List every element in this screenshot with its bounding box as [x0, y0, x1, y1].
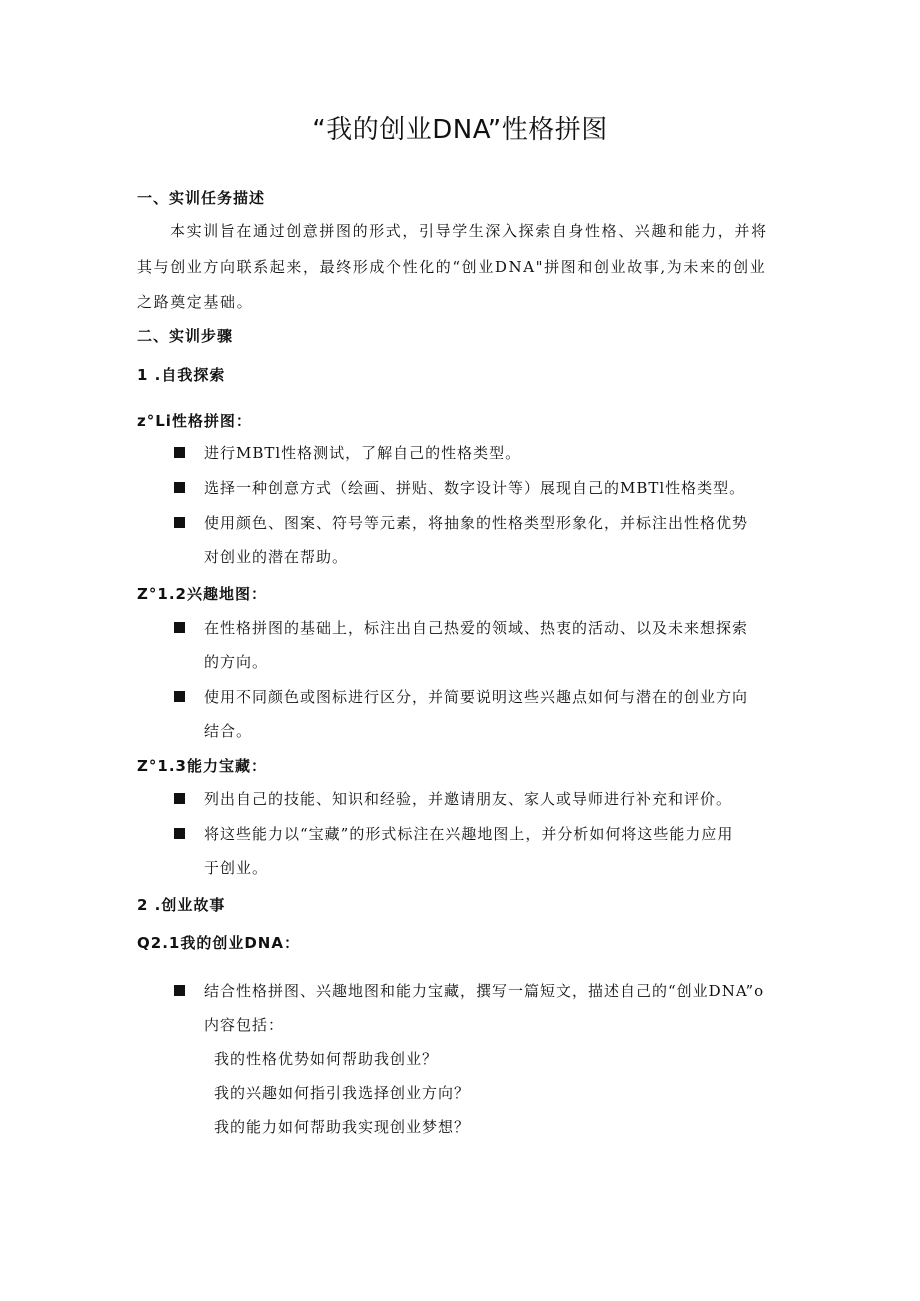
step-heading-self-exploration: 1 .自我探索: [137, 366, 226, 384]
subheading-personality-puzzle: z°Li性格拼图：: [137, 412, 252, 430]
list-item: 使用不同颜色或图标进行区分，并简要说明这些兴趣点如何与潜在的创业方向: [204, 688, 749, 706]
bullet-square-icon: [174, 985, 185, 996]
subheading-interest-map: Z°1.2兴趣地图：: [137, 585, 267, 603]
list-item: 结合性格拼图、兴趣地图和能力宝藏，撰写一篇短文，描述自己的“创业DNA”o: [204, 982, 765, 1000]
list-item: 选择一种创意方式（绘画、拼贴、数字设计等）展现自己的MBTl性格类型。: [204, 479, 746, 497]
list-item: 将这些能力以“宝藏”的形式标注在兴趣地图上，并分析如何将这些能力应用: [204, 825, 734, 843]
list-item-continuation: 内容包括：: [204, 1016, 285, 1034]
paragraph-line: 之路奠定基础。: [137, 293, 254, 311]
bullet-square-icon: [174, 622, 185, 633]
question-line: 我的性格优势如何帮助我创业？: [214, 1050, 439, 1068]
list-item: 进行MBTl性格测试，了解自己的性格类型。: [204, 444, 522, 462]
paragraph-line: 本实训旨在通过创意拼图的形式，引导学生深入探索自身性格、兴趣和能力，并将: [170, 222, 768, 240]
section-heading-task-description: 一、实训任务描述: [137, 189, 266, 207]
bullet-square-icon: [174, 793, 185, 804]
list-item-continuation: 的方向。: [204, 653, 269, 671]
list-item-continuation: 于创业。: [204, 859, 269, 877]
section-heading-training-steps: 二、实训步骤: [137, 327, 234, 345]
question-line: 我的能力如何帮助我实现创业梦想？: [214, 1118, 471, 1136]
page-title: “我的创业DNA”性格拼图: [312, 115, 608, 145]
subheading-my-startup-dna: Q2.1我的创业DNA：: [137, 934, 300, 952]
list-item-continuation: 结合。: [204, 722, 253, 740]
paragraph-line: 其与创业方向联系起来，最终形成个性化的“创业DNA"拼图和创业故事,为未来的创业: [137, 258, 767, 276]
list-item-continuation: 对创业的潜在帮助。: [204, 548, 349, 566]
bullet-square-icon: [174, 482, 185, 493]
bullet-square-icon: [174, 828, 185, 839]
question-line: 我的兴趣如何指引我选择创业方向？: [214, 1084, 471, 1102]
step-heading-startup-story: 2 .创业故事: [137, 896, 226, 914]
list-item: 列出自己的技能、知识和经验，并邀请朋友、家人或导师进行补充和评价。: [204, 790, 733, 808]
bullet-square-icon: [174, 691, 185, 702]
list-item: 在性格拼图的基础上，标注出自己热爱的领域、热衷的活动、以及未来想探索: [204, 619, 749, 637]
bullet-square-icon: [174, 447, 185, 458]
list-item: 使用颜色、图案、符号等元素，将抽象的性格类型形象化，并标注出性格优势: [204, 514, 749, 532]
bullet-square-icon: [174, 517, 185, 528]
subheading-ability-treasure: Z°1.3能力宝藏：: [137, 757, 267, 775]
